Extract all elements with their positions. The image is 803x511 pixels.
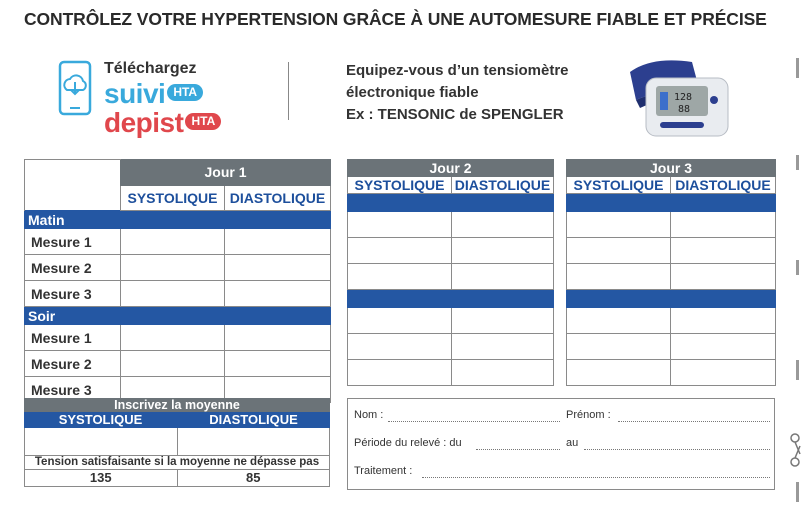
entry-cell[interactable] [452,212,554,238]
edge-mark [796,482,799,502]
row-label: Mesure 1 [25,229,121,255]
row-label: Mesure 2 [25,351,121,377]
average-box [24,398,330,487]
threshold-diastolic: 85 [246,470,261,485]
average-entry-row [24,428,330,455]
entry-cell[interactable] [348,212,452,238]
systolic-col-header: SYSTOLIQUE [58,412,143,427]
band-cell [225,211,331,229]
edge-mark [796,360,799,380]
entry-cell[interactable] [225,351,331,377]
entry-cell[interactable] [348,334,452,360]
entry-cell[interactable] [452,264,554,290]
band-cell [567,194,671,212]
name-field[interactable] [388,411,560,422]
entry-cell[interactable] [348,264,452,290]
band-cell [348,290,452,308]
firstname-field[interactable] [618,411,770,422]
equip-line: Ex : TENSONIC de SPENGLER [346,106,564,123]
entry-cell[interactable] [567,264,671,290]
period-from-field[interactable] [476,439,560,450]
entry-cell[interactable] [225,255,331,281]
diastolic-col-header: DIASTOLIQUE [225,185,331,211]
treatment-label: Traitement : [354,465,413,477]
entry-cell[interactable] [348,308,452,334]
evening-band: Soir [25,307,121,325]
entry-cell[interactable] [121,229,225,255]
name-label: Nom : [354,409,384,421]
systolic-col-header: SYSTOLIQUE [121,185,225,211]
equip-line: électronique fiable [346,84,479,101]
entry-cell[interactable] [567,360,671,386]
day-header: Jour 3 [567,160,776,177]
edge-mark [796,155,799,170]
systolic-col-header: SYSTOLIQUE [348,177,452,194]
mobile-download-icon [58,60,92,116]
entry-cell[interactable] [567,334,671,360]
entry-cell[interactable] [452,238,554,264]
scissors-icon [788,432,802,468]
diastolic-col-header: DIASTOLIQUE [452,177,554,194]
patient-info-box [347,398,775,490]
entry-cell[interactable] [671,360,776,386]
band-cell [671,290,776,308]
firstname-label: Prénom : [566,409,611,421]
band-cell [121,307,225,325]
entry-cell[interactable] [348,238,452,264]
entry-cell[interactable] [671,238,776,264]
average-systolic-cell[interactable] [25,428,178,455]
band-cell [671,194,776,212]
day-2-table [347,159,554,386]
entry-cell[interactable] [671,212,776,238]
blank-cell [25,160,121,186]
entry-cell[interactable] [225,229,331,255]
diastolic-col-header: DIASTOLIQUE [671,177,776,194]
average-title: Inscrivez la moyenne [24,398,330,412]
row-label: Mesure 3 [25,281,121,307]
diastolic-col-header: DIASTOLIQUE [209,412,298,427]
average-col-headers [24,412,330,428]
band-cell [452,290,554,308]
entry-cell[interactable] [567,238,671,264]
threshold-systolic: 135 [25,470,178,486]
entry-cell[interactable] [452,360,554,386]
suivi-hta-logo [104,80,203,108]
equip-line: Equipez-vous d’un tensiomètre [346,62,569,79]
entry-cell[interactable] [121,351,225,377]
band-cell [225,307,331,325]
day-header: Jour 2 [348,160,554,177]
row-label: Mesure 1 [25,325,121,351]
edge-mark [796,260,799,275]
entry-cell[interactable] [567,308,671,334]
threshold-values [24,470,330,487]
suivi-brand-text: suivi [104,78,166,109]
systolic-col-header: SYSTOLIQUE [567,177,671,194]
svg-text:88: 88 [678,104,691,115]
blank-cell [25,185,121,211]
depist-brand-text: depist [104,107,184,138]
edge-mark [796,58,799,78]
hta-badge: HTA [185,113,221,130]
day-1-table [24,159,331,403]
period-label: Période du relevé : du [354,437,462,449]
entry-cell[interactable] [225,281,331,307]
band-cell [348,194,452,212]
entry-cell[interactable] [567,212,671,238]
day-3-table [566,159,776,386]
period-to-field[interactable] [584,439,770,450]
morning-band: Matin [25,211,121,229]
download-label: Téléchargez [104,60,197,77]
entry-cell[interactable] [121,281,225,307]
divider [288,62,289,120]
equipment-recommendation [346,60,569,126]
blood-pressure-monitor-icon [622,52,732,142]
band-cell [452,194,554,212]
entry-cell[interactable] [671,308,776,334]
day-header: Jour 1 [121,160,331,186]
entry-cell[interactable] [671,264,776,290]
row-label: Mesure 3 [25,377,121,403]
svg-text:128: 128 [674,92,693,103]
entry-cell[interactable] [121,325,225,351]
entry-cell[interactable] [121,255,225,281]
band-cell [567,290,671,308]
hta-badge: HTA [167,84,203,101]
threshold-note: Tension satisfaisante si la moyenne ne dépasse pas [24,455,330,470]
entry-cell[interactable] [671,334,776,360]
entry-cell[interactable] [452,334,554,360]
entry-cell[interactable] [225,325,331,351]
period-to-label: au [566,437,579,449]
entry-cell[interactable] [452,308,554,334]
depist-hta-logo [104,109,221,137]
average-diastolic-cell[interactable] [178,428,330,455]
treatment-field[interactable] [422,467,770,478]
entry-cell[interactable] [348,360,452,386]
row-label: Mesure 2 [25,255,121,281]
page-title: CONTRÔLEZ VOTRE HYPERTENSION GRÂCE À UNE AUTOMESURE FIABLE ET PRÉCISE [24,9,767,29]
band-cell [121,211,225,229]
